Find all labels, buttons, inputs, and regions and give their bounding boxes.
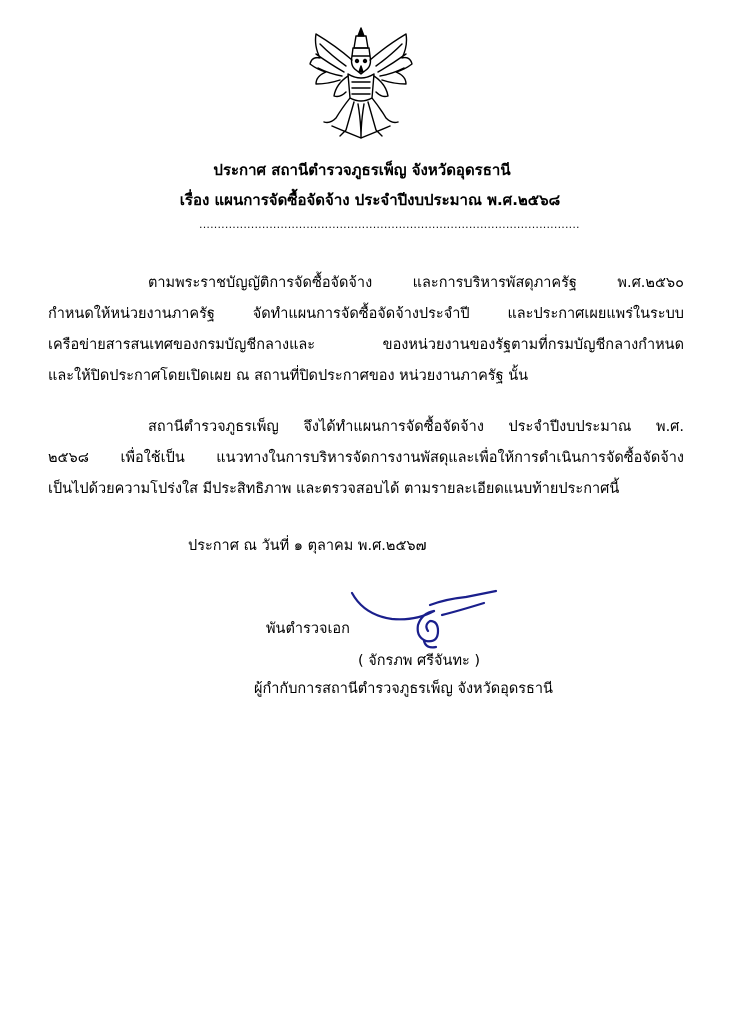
paragraph-line: และให้ปิดประกาศโดยเปิดเผย ณ สถานที่ปิดประกาศของ หน่วยงานภาครัฐ นั้น xyxy=(48,368,529,384)
signer-rank: พันตำรวจเอก xyxy=(266,621,350,637)
paragraph-line: กำหนดให้หน่วยงานภาครัฐ จัดทำแผนการจัดซื้อจัดจ้างประจำปี และประกาศเผยแพร่ในระบบ xyxy=(48,306,684,322)
header-divider: ....................................................................................................... xyxy=(199,218,580,231)
paragraph-line: ตามพระราชบัญญัติการจัดซื้อจัดจ้าง และการบริหารพัสดุภาครัฐ พ.ศ.๒๕๖๐ xyxy=(148,275,684,291)
paragraph-line: เป็นไปด้วยความโปร่งใส มีประสิทธิภาพ และตรวจสอบได้ ตามรายละเอียดแนบท้ายประกาศนี้ xyxy=(48,481,620,497)
paragraph-line: เครือข่ายสารสนเทศของกรมบัญชีกลางและ ของหน่วยงานของรัฐตามที่กรมบัญชีกลางกำหนด xyxy=(48,337,684,353)
body-paragraph-1 xyxy=(48,268,684,392)
paragraph-line: สถานีตำรวจภูธรเพ็ญ จึงได้ทำแผนการจัดซื้อจัดจ้าง ประจำปีงบประมาณ พ.ศ. xyxy=(148,419,684,435)
garuda-emblem-icon xyxy=(306,26,416,141)
signer-name: ( จักรภพ ศรีจันทะ ) xyxy=(358,653,481,669)
handwritten-signature xyxy=(346,585,506,655)
paragraph-line: ๒๕๖๘ เพื่อใช้เป็น แนวทางในการบริหารจัดการงานพัสดุและเพื่อให้การดำเนินการจัดซื้อจัดจ้าง xyxy=(48,450,684,466)
announcement-title: ประกาศ สถานีตำรวจภูธรเพ็ญ จังหวัดอุดรธานี xyxy=(213,161,511,179)
announcement-subject: เรื่อง แผนการจัดซื้อจัดจ้าง ประจำปีงบประมาณ พ.ศ.๒๕๖๘ xyxy=(179,191,561,209)
body-paragraph-2 xyxy=(48,412,684,505)
announcement-date: ประกาศ ณ วันที่ ๑ ตุลาคม พ.ศ.๒๕๖๗ xyxy=(188,538,427,554)
signer-position: ผู้กำกับการสถานีตำรวจภูธรเพ็ญ จังหวัดอุดรธานี xyxy=(254,681,553,697)
